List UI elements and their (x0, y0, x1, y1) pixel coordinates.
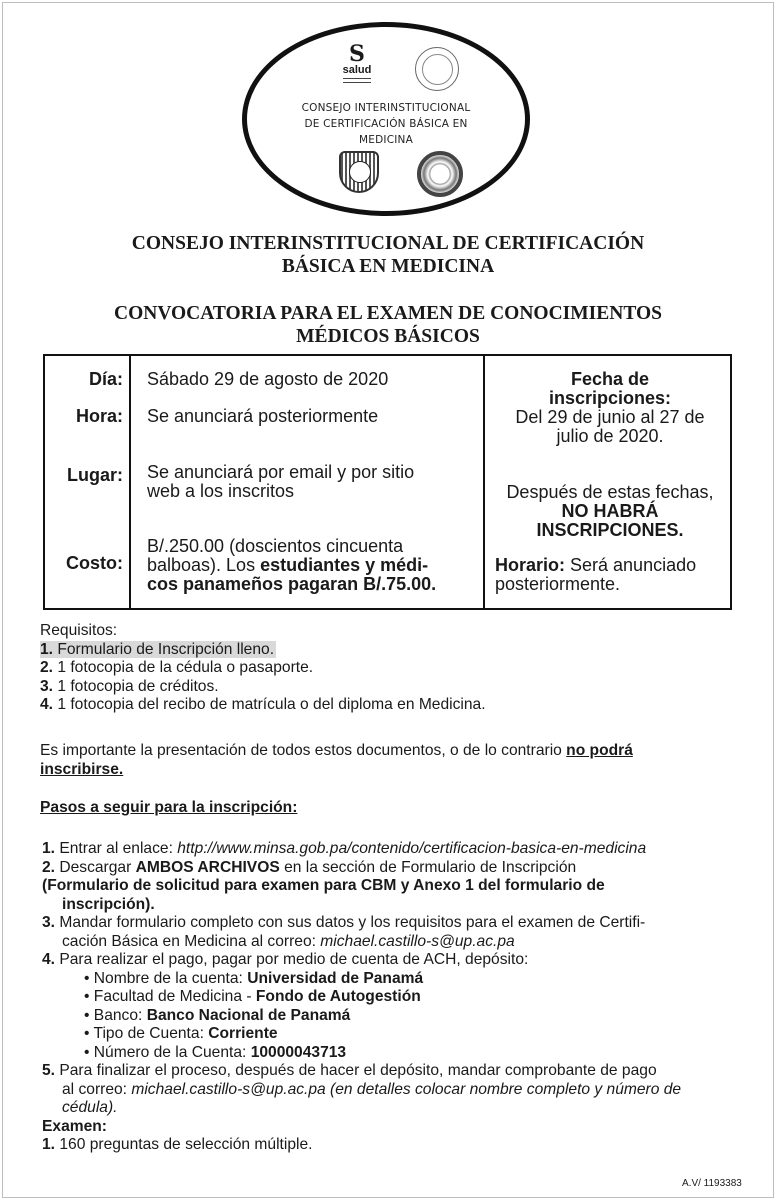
requirements-section (40, 622, 486, 715)
salud-logo-underline (343, 78, 371, 83)
step-forms-line: inscripción). (62, 895, 155, 913)
step-number: 3. (42, 914, 56, 931)
requirement-text: 1 fotocopia de créditos. (53, 677, 219, 695)
requirement-text: 1 fotocopia de la cédula o pasaporte. (53, 659, 314, 676)
table-divider (129, 356, 131, 608)
costo-value-line (147, 556, 487, 575)
payment-detail (42, 970, 752, 989)
step-text: Para realizar el pago, pagar por medio de cuenta de ACH, depósito: (55, 951, 529, 968)
step-number: 1. (42, 840, 56, 857)
costo-value-line: B/.250.00 (doscientos cincuenta (147, 536, 404, 556)
step-item (42, 914, 752, 933)
requirement-number: 3. (40, 677, 54, 695)
step-forms-line: (Formulario de solicitud para examen para CBM y Anexo 1 del formulario de (42, 877, 605, 894)
step-number: 2. (42, 858, 56, 876)
step-text: al correo: (62, 1080, 132, 1098)
step-text: Mandar formulario completo con sus datos y los requisitos para el examen de Certifi- (55, 914, 646, 931)
step-text: Para finalizar el proceso, después de hacer el depósito, mandar comprobante de pago (55, 1062, 657, 1079)
dia-label: Día: (88, 369, 123, 389)
step-number: 5. (42, 1062, 56, 1079)
payment-detail (42, 1044, 752, 1063)
step-note: (en detalles colocar nombre completo y número de (325, 1080, 682, 1098)
lugar-value-line: web a los inscritos (147, 481, 295, 501)
payment-detail-label: Nombre de la cuenta: (93, 969, 248, 987)
announcement-title (0, 302, 776, 348)
important-emphasis: inscribirse. (40, 760, 124, 778)
requirements-heading: Requisitos: (40, 622, 118, 639)
payment-detail-value: Universidad de Panamá (247, 969, 424, 987)
dia-value: Sábado 29 de agosto de 2020 (147, 369, 389, 389)
salud-logo-letter: S (349, 41, 365, 67)
exam-item (42, 1136, 752, 1155)
step-emphasis: AMBOS ARCHIVOS (135, 858, 280, 876)
university-seal-icon (415, 47, 459, 91)
contact-email[interactable]: michael.castillo-s@up.ac.pa (131, 1080, 326, 1098)
fecha-value-line: Del 29 de junio al 27 de (515, 407, 705, 427)
important-text: Es importante la presentación de todos estos documentos, o de lo contrario (40, 742, 567, 759)
no-registration-warning: INSCRIPCIONES. (536, 520, 684, 540)
exam-text: 160 preguntas de selección múltiple. (55, 1136, 313, 1153)
announcement-title-line: MÉDICOS BÁSICOS (296, 326, 480, 347)
hora-label: Hora: (75, 406, 123, 426)
oval-title-line: DE CERTIFICACIÓN BÁSICA EN (304, 118, 468, 130)
step-number: 4. (42, 951, 56, 968)
payment-detail (42, 1025, 752, 1044)
council-title (0, 232, 776, 278)
step-note: cédula). (62, 1099, 118, 1116)
lugar-value-line: Se anunciará por email y por sitio (147, 462, 415, 482)
fecha-title-line: inscripciones: (548, 388, 672, 408)
payment-detail-value: Corriente (208, 1025, 278, 1042)
requirement-text: 1 fotocopia del recibo de matrícula o del diploma en Medicina. (53, 696, 486, 713)
step-text: en la sección de Formulario de Inscripción (279, 858, 577, 876)
payment-detail-label: Facultad de Medicina - (93, 988, 256, 1005)
costo-students-price: cos panameños pagaran B/.75.00. (147, 574, 437, 594)
step-item (42, 840, 752, 859)
coat-of-arms-icon (339, 151, 379, 193)
medical-seal-icon (417, 151, 463, 197)
payment-detail-value: Fondo de Autogestión (255, 988, 421, 1005)
steps-heading (40, 799, 297, 818)
requirement-item (40, 696, 486, 715)
requirement-number: 4. (40, 696, 54, 713)
requirement-number: 1. (40, 640, 54, 658)
step-text: Descargar (55, 858, 136, 876)
lugar-value (147, 463, 487, 501)
important-notice (40, 742, 730, 779)
council-logo-oval (242, 22, 530, 216)
payment-detail-label: Banco: (93, 1006, 147, 1024)
horario-value: posteriormente. (495, 574, 621, 594)
step-text: cación Básica en Medicina al correo: (62, 932, 321, 950)
costo-label: Costo: (66, 553, 123, 573)
step-item (42, 951, 752, 970)
exam-heading: Examen: (42, 1117, 108, 1135)
requirement-text: Formulario de Inscripción lleno. (53, 640, 275, 658)
exam-number: 1. (42, 1136, 56, 1153)
payment-detail-value: 10000043713 (250, 1043, 347, 1061)
payment-detail (42, 1007, 752, 1026)
horario-info (495, 556, 737, 594)
step-text: Entrar al enlace: (55, 840, 178, 857)
exam-info-table (43, 354, 732, 610)
council-title-line: BÁSICA EN MEDICINA (281, 256, 495, 277)
payment-detail-label: Número de la Cuenta: (93, 1043, 251, 1061)
payment-detail-value: Banco Nacional de Panamá (146, 1006, 351, 1024)
hora-value: Se anunciará posteriormente (147, 406, 379, 426)
horario-label: Horario: (495, 555, 566, 575)
costo-students-emphasis: estudiantes y médi- (260, 555, 429, 575)
costo-value-text: balboas). Los (147, 555, 261, 575)
requirement-item (40, 659, 486, 678)
oval-title-line: MEDICINA (359, 134, 413, 146)
important-emphasis: no podrá (566, 742, 633, 759)
requirement-item (40, 678, 486, 697)
step-item (42, 1062, 752, 1081)
horario-value: Será anunciado (565, 555, 697, 575)
announcement-title-line: CONVOCATORIA PARA EL EXAMEN DE CONOCIMIENTOS (113, 303, 663, 324)
steps-list (42, 840, 752, 1155)
oval-title (247, 100, 525, 148)
deadline-note-line: Después de estas fechas, (506, 482, 714, 502)
deadline-note (489, 483, 731, 540)
council-title-line: CONSEJO INTERINSTITUCIONAL DE CERTIFICACIÓN (131, 233, 645, 254)
ad-reference: A.V/ 1193383 (682, 1178, 742, 1189)
payment-detail-label: Tipo de Cuenta: (93, 1025, 209, 1042)
fecha-title (489, 370, 731, 446)
requirement-item (40, 641, 486, 660)
salud-logo (337, 43, 377, 83)
oval-title-line: CONSEJO INTERINSTITUCIONAL (301, 102, 471, 114)
step-item-continued (42, 1081, 752, 1100)
contact-email[interactable]: michael.castillo-s@up.ac.pa (320, 932, 515, 950)
costo-value (147, 537, 487, 594)
fecha-title-line: Fecha de (570, 369, 650, 389)
no-registration-warning: NO HABRÁ (561, 501, 659, 521)
steps-heading-text: Pasos a seguir para la inscripción: (40, 799, 298, 816)
step-item (42, 859, 752, 878)
requirement-number: 2. (40, 659, 54, 676)
step-item-continued (42, 933, 752, 952)
costo-value-line (147, 575, 487, 594)
fecha-value-line: julio de 2020. (556, 426, 664, 446)
lugar-label: Lugar: (67, 465, 123, 485)
payment-detail (42, 988, 752, 1007)
salud-logo-word: salud (342, 64, 372, 76)
registration-link[interactable]: http://www.minsa.gob.pa/contenido/certificacion-basica-en-medicina (177, 840, 647, 857)
